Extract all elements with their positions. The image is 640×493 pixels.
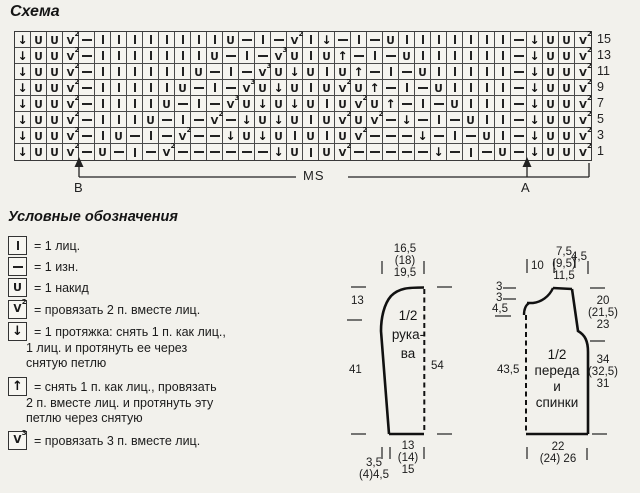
knit-2-together-icon: V 2	[338, 77, 352, 95]
knit-2-together-icon: V 2	[66, 93, 80, 111]
legend-item-text: петлю через снятую	[26, 410, 143, 425]
legend-item-text: = 1 изн.	[34, 259, 79, 274]
yarn-over-icon: U	[34, 34, 43, 47]
yarn-over-icon: U	[562, 34, 571, 47]
slip-pass-over-icon: ↓	[529, 64, 540, 79]
sleeve-cap-height-measure: 13	[351, 295, 364, 307]
yarn-over-icon: U	[322, 50, 331, 63]
yarn-over-icon: U	[562, 147, 571, 159]
legend-item-text: = 1 протяжка: снять 1 п. как лиц.,	[34, 324, 226, 339]
yarn-over-icon: U	[546, 114, 555, 127]
yarn-over-icon: U	[178, 82, 187, 95]
yarn-over-icon: U	[546, 98, 555, 111]
slip-pass-over-icon: ↓	[17, 48, 28, 63]
yarn-over-icon: U	[306, 66, 315, 79]
yarn-over-icon: U	[322, 82, 331, 95]
knit-3-together-icon: V 3	[258, 61, 272, 79]
yarn-over-icon: U	[546, 130, 555, 143]
knit-2-together-icon: V 2	[338, 109, 352, 127]
double-decrease-icon: ↑	[369, 80, 380, 95]
yarn-over-icon: U	[34, 82, 43, 95]
knit-3-together-icon: V 3	[274, 45, 288, 63]
top-right-measure: 4,5	[571, 251, 587, 263]
knit-icon	[8, 236, 27, 255]
legend-item-text: = снять 1 п. как лиц., провязать	[34, 379, 217, 394]
chart-row-number: 9	[597, 80, 604, 94]
knit-2-together-icon: V 2	[66, 125, 80, 143]
yarn-over-icon: U	[290, 114, 299, 127]
legend-item	[8, 257, 328, 276]
slip-pass-over-icon: ↓	[433, 145, 444, 159]
knit-2-together-icon: V 2	[579, 45, 592, 63]
slip-pass-over-icon: ↓	[17, 96, 28, 111]
yarn-over-icon: U	[210, 50, 219, 63]
yarn-over-icon: U	[450, 98, 459, 111]
double-decrease-icon: ↑	[337, 48, 348, 63]
yarn-over-icon: U	[546, 50, 555, 63]
chart-row-number: 13	[597, 48, 611, 62]
chart-row-number: 7	[597, 96, 604, 110]
knit-2-together-icon: V 2	[66, 29, 80, 47]
yarn-over-icon: U	[274, 98, 283, 111]
legend-title: Условные обозначения	[8, 209, 178, 225]
legend-item-text: 2 п. вместе лиц. и протянуть эту	[26, 396, 214, 410]
knit-3-together-icon: V 3	[8, 431, 27, 450]
yarn-over-icon: U	[34, 130, 43, 143]
double-decrease-icon: ↑	[353, 64, 364, 79]
slip-pass-over-icon: ↓	[529, 48, 540, 63]
slip-pass-over-icon: ↓	[529, 96, 540, 111]
yarn-over-icon: U	[306, 98, 315, 111]
neck-depth-measure-2: 3	[496, 292, 503, 304]
shoulder-width-measure: 10	[531, 260, 544, 272]
chart-row-number: 3	[597, 128, 604, 142]
yarn-over-icon: U	[322, 114, 331, 127]
slip-pass-over-icon: ↓	[257, 96, 268, 111]
slip-pass-over-icon: ↓	[17, 128, 28, 143]
slip-pass-over-icon: ↓	[289, 64, 300, 79]
yarn-over-icon: U	[322, 147, 331, 159]
yarn-over-icon: U	[98, 147, 107, 159]
knit-2-together-icon: V 2	[178, 125, 192, 143]
yarn-over-icon: U	[258, 82, 267, 95]
slip-pass-over-icon: ↓	[289, 96, 300, 111]
front-neck-line	[524, 303, 529, 315]
neck-depth-measure-1: 3	[496, 281, 503, 293]
knit-2-together-icon: V 2	[579, 142, 592, 159]
knit-2-together-icon: V 2	[66, 45, 80, 63]
yarn-over-icon: U	[434, 82, 443, 95]
chart-title: Схема	[10, 3, 60, 20]
yarn-over-icon: U	[354, 114, 363, 127]
side-seam-measure: 34 (32,5) 31	[587, 354, 619, 390]
slip-pass-over-icon: ↓	[17, 112, 28, 127]
slip-pass-over-icon: ↓	[273, 145, 284, 159]
yarn-over-icon: U	[34, 114, 43, 127]
yarn-over-icon: U	[498, 147, 507, 159]
yarn-over-icon: U	[562, 50, 571, 63]
marker-b-label: B	[74, 180, 83, 195]
slip-pass-over-icon: ↓	[529, 112, 540, 127]
knit-2-together-icon: V 2	[210, 109, 224, 127]
slip-pass-over-icon: ↓	[417, 128, 428, 143]
marker-a-label: A	[521, 180, 530, 195]
body-length-measure: 43,5	[497, 364, 520, 376]
sleeve-total-height-measure: 54	[431, 360, 444, 372]
knit-2-together-icon: V 2	[579, 125, 592, 143]
yarn-over-icon: U	[370, 98, 379, 111]
yarn-over-icon: U	[338, 130, 347, 143]
yarn-over-icon: U	[354, 82, 363, 95]
legend-item	[8, 236, 328, 255]
armhole-measure: 20 (21,5) 23	[587, 295, 619, 331]
knit-2-together-icon: V 2	[66, 61, 80, 79]
yarn-over-icon: U	[274, 66, 283, 79]
neck-depth-measure-3: 4,5	[492, 303, 508, 315]
bottom-width-measure: 22 (24) 26	[539, 441, 577, 465]
slip-pass-over-icon: ↓	[17, 32, 28, 47]
sleeve-bottom-left-measure: 3,5 (4)4,5	[358, 457, 390, 481]
marker-b-arrow-icon	[75, 157, 84, 167]
purl-icon	[8, 257, 27, 276]
yarn-over-icon: U	[34, 66, 43, 79]
yarn-over-icon: U	[402, 50, 411, 63]
yarn-over-icon: U	[562, 66, 571, 79]
yarn-over-icon: U	[562, 82, 571, 95]
yarn-over-icon: U	[562, 130, 571, 143]
knit-2-together-icon: V 2	[579, 109, 592, 127]
knit-2-together-icon: V 2	[8, 300, 27, 319]
yarn-over-icon: U	[34, 98, 43, 111]
slip-pass-over-icon: ↓	[17, 145, 28, 159]
slip-pass-over-icon: ↓	[241, 112, 252, 127]
slip-pass-over-icon: ↓	[529, 145, 540, 159]
yarn-over-icon: U	[194, 66, 203, 79]
yarn-over-icon: U	[50, 34, 59, 47]
yarn-over-icon: U	[306, 130, 315, 143]
yarn-over-icon: U	[290, 50, 299, 63]
yarn-over-icon: U	[546, 66, 555, 79]
sleeve-bottom-measure: 13 (14) 15	[397, 440, 419, 476]
knit-3-together-icon: V 3	[226, 93, 240, 111]
legend-item	[8, 322, 328, 370]
double-decrease-icon: ↑	[385, 96, 396, 111]
knit-2-together-icon: V 2	[579, 77, 592, 95]
slip-pass-over-icon: ↓	[8, 322, 27, 341]
yarn-over-icon: U	[162, 98, 171, 111]
yarn-over-icon: U	[50, 98, 59, 111]
knit-2-together-icon: V 2	[354, 125, 368, 143]
yarn-over-icon: U	[34, 147, 43, 159]
slip-pass-over-icon: ↓	[529, 32, 540, 47]
knit-2-together-icon: V 2	[66, 77, 80, 95]
yarn-over-icon: U	[546, 147, 555, 159]
double-decrease-icon: ↑	[8, 377, 27, 396]
knit-2-together-icon: V 2	[354, 93, 368, 111]
slip-pass-over-icon: ↓	[17, 80, 28, 95]
sleeve-top-measure: 16,5 (18) 19,5	[393, 243, 417, 279]
yarn-over-icon: U	[242, 130, 251, 143]
legend-item	[8, 300, 328, 319]
yarn-over-icon: U	[546, 82, 555, 95]
yarn-over-icon: U	[226, 34, 235, 47]
yarn-over-icon: U	[50, 82, 59, 95]
yarn-over-icon: U	[562, 98, 571, 111]
knit-2-together-icon: V 2	[162, 142, 176, 159]
slip-pass-over-icon: ↓	[529, 128, 540, 143]
yarn-over-icon: U	[290, 147, 299, 159]
knit-3-together-icon: V 3	[242, 77, 256, 95]
knit-2-together-icon: V 2	[66, 109, 80, 127]
yarn-over-icon: U	[482, 130, 491, 143]
yarn-over-icon: U	[114, 130, 123, 143]
legend-item-text: = провязать 3 п. вместе лиц.	[34, 433, 201, 448]
yarn-over-icon: U	[338, 98, 347, 111]
knit-2-together-icon: V 2	[66, 142, 80, 159]
yarn-over-icon: U	[8, 278, 27, 297]
yarn-over-icon: U	[50, 66, 59, 79]
slip-pass-over-icon: ↓	[529, 80, 540, 95]
legend-item	[8, 431, 328, 450]
yarn-over-icon: U	[274, 130, 283, 143]
yarn-over-icon: U	[546, 34, 555, 47]
front-back-piece-label: 1/2 переда и спинки	[534, 347, 580, 410]
legend-item-text: = провязать 2 п. вместе лиц.	[34, 302, 201, 317]
slip-pass-over-icon: ↓	[225, 128, 236, 143]
slip-pass-over-icon: ↓	[273, 80, 284, 95]
yarn-over-icon: U	[50, 130, 59, 143]
slip-pass-over-icon: ↓	[273, 112, 284, 127]
yarn-over-icon: U	[146, 114, 155, 127]
marker-a-arrow-icon	[523, 157, 532, 167]
yarn-over-icon: U	[258, 114, 267, 127]
yarn-over-icon: U	[562, 114, 571, 127]
knit-2-together-icon: V 2	[579, 29, 592, 47]
sleeve-piece-label: 1/2 рука- ва	[391, 308, 425, 361]
yarn-over-icon: U	[386, 34, 395, 47]
legend-item-text: снятую петлю	[26, 355, 107, 370]
legend-item	[8, 377, 328, 425]
knit-2-together-icon: V 2	[370, 109, 384, 127]
legend-item-text: 1 лиц. и протянуть ее через	[26, 341, 188, 355]
slip-pass-over-icon: ↓	[401, 112, 412, 127]
repeat-ruler	[79, 163, 589, 177]
knit-2-together-icon: V 2	[579, 61, 592, 79]
legend-item-text: = 1 накид	[34, 280, 89, 295]
yarn-over-icon: U	[50, 147, 59, 159]
yarn-over-icon: U	[338, 66, 347, 79]
slip-pass-over-icon: ↓	[17, 64, 28, 79]
yarn-over-icon: U	[466, 114, 475, 127]
legend-item-text: = 1 лиц.	[34, 238, 81, 253]
repeat-label: MS	[303, 168, 325, 183]
knit-2-together-icon: V 2	[338, 142, 352, 159]
neck-width-measure: 7,5 (9,5) 11,5	[552, 246, 576, 282]
yarn-over-icon: U	[418, 66, 427, 79]
back-neck-line	[527, 288, 553, 303]
slip-pass-over-icon: ↓	[321, 32, 332, 47]
legend-item	[8, 278, 328, 297]
chart-row-number: 5	[597, 112, 604, 126]
sleeve-length-measure: 41	[349, 364, 362, 376]
knit-2-together-icon: V 2	[290, 29, 304, 47]
chart-row-number: 11	[597, 64, 610, 78]
yarn-over-icon: U	[50, 114, 59, 127]
slip-pass-over-icon: ↓	[257, 128, 268, 143]
chart-row-number: 15	[597, 32, 611, 46]
chart-row-number: 1	[597, 144, 604, 158]
yarn-over-icon: U	[242, 98, 251, 111]
knit-2-together-icon: V 2	[579, 93, 592, 111]
yarn-over-icon: U	[34, 50, 43, 63]
yarn-over-icon: U	[50, 50, 59, 63]
yarn-over-icon: U	[290, 82, 299, 95]
